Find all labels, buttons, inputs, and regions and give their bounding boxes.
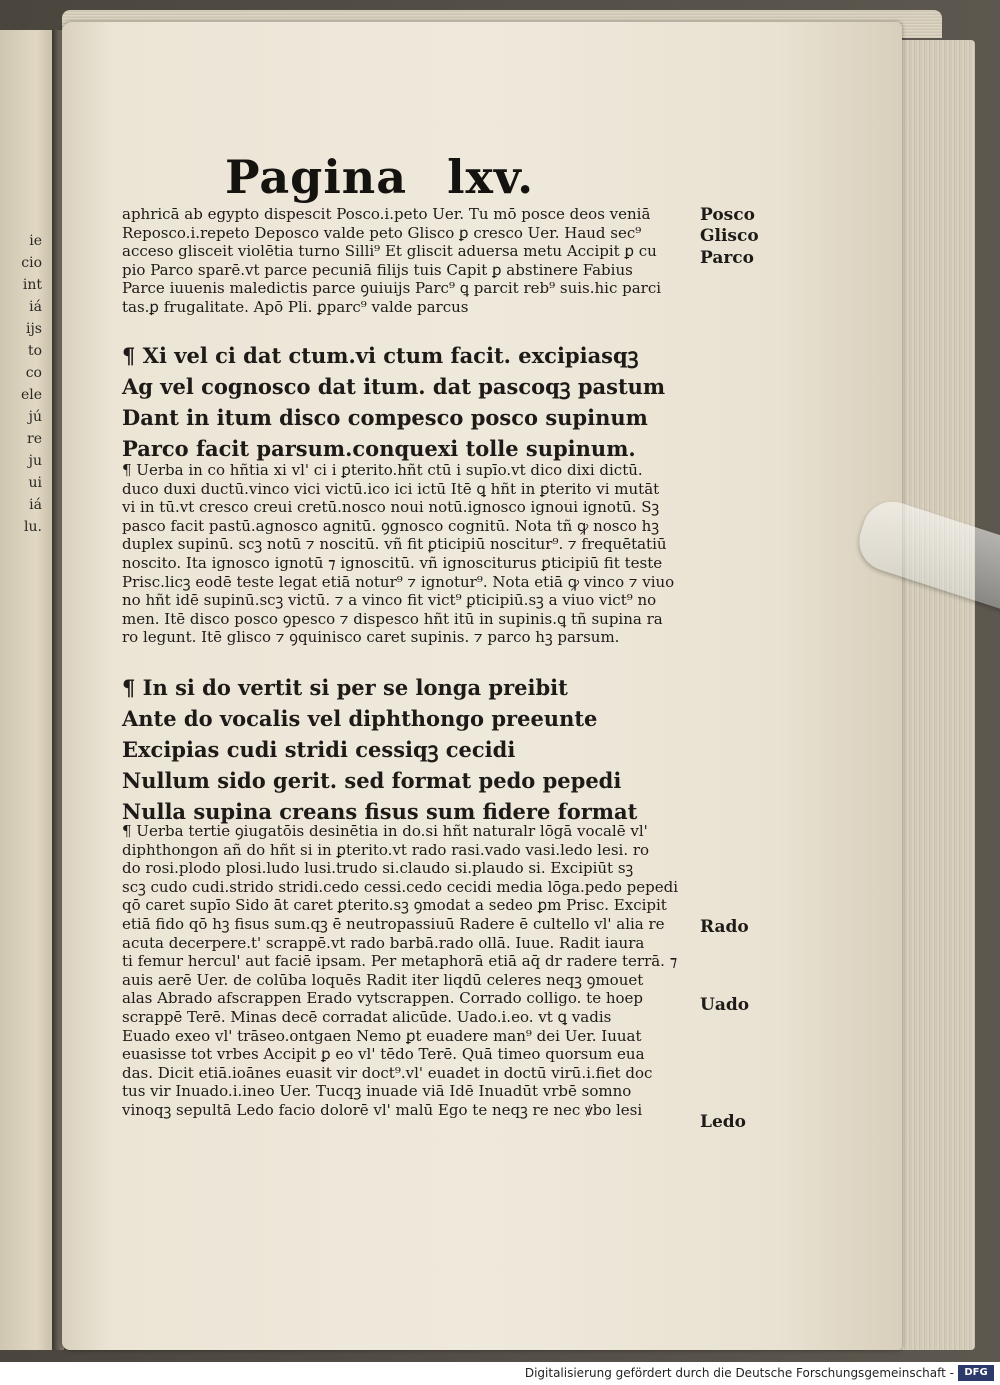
verse-block-1 xyxy=(122,340,712,464)
text-line: do rosi.plodo plosi.ludo lusi.trudo si.claudo si.plaudo si. Excipiūt sꝫ xyxy=(122,859,634,878)
verse-line: Ante do vocalis vel diphthongo preeunte xyxy=(122,706,598,731)
dfg-logo: DFG xyxy=(958,1365,994,1381)
text-line: Euado exeo vl' trāseo.ontgaen Nemo ꝑt euadere man⁹ dei Uer. Iuuat xyxy=(122,1026,642,1045)
text-line: vinoqꝫ sepultā Ledo facio dolorē vl' malū Ego te neqꝫ re nec ꝟbo lesi xyxy=(122,1100,643,1119)
text-line: euasisse tot vrbes Accipit ꝑ eo vl' tēdo Terē. Quā timeo quorsum eua xyxy=(122,1045,645,1064)
left-fragment: int xyxy=(22,277,42,293)
text-line: pasco facit pastū.agnosco agnitū. ꝯgnosco cognitū. Nota tñ ꝙ nosco hꝫ xyxy=(122,516,660,535)
text-line: duplex supinū. scꝫ notū ⁊ noscitū. vñ fit ꝑticipiū noscitur⁹. ⁊ frequētatiū xyxy=(122,535,667,554)
left-fragment: ie xyxy=(29,233,42,249)
verse-line: Parco facit parsum.conquexi tolle supinum. xyxy=(122,436,636,461)
footer-credit: Digitalisierung gefördert durch die Deutsche Forschungsgemeinschaft - xyxy=(524,1366,954,1380)
left-fragment: to xyxy=(27,343,42,359)
left-page-edge xyxy=(0,30,54,1350)
text-line: tas.ꝑ frugalitate. Apō Pli. ꝑparc⁹ valde parcus xyxy=(122,297,469,316)
text-line: duco duxi ductū.vinco vici victū.ico ici ictū Itē ꝗ hñt in ꝑterito vi mutāt xyxy=(122,479,660,498)
margin-note: Ledo xyxy=(700,1112,746,1132)
left-fragment: jú xyxy=(28,409,42,425)
left-fragment: re xyxy=(27,431,42,447)
text-line: ¶ Uerba in co hñtia xi vl' ci i ꝑterito.hñt ctū i supīo.vt dico dixi dictū. xyxy=(122,461,643,479)
left-fragment: iá xyxy=(29,299,42,315)
left-fragment: iá xyxy=(29,497,42,513)
text-line: tus vir Inuado.i.ineo Uer. Tucqꝫ inuade viā Idē Inuadūt vrbē somno xyxy=(122,1082,632,1101)
text-line: auis aerē Uer. de colūba loquēs Radit iter liqdū celeres neqꝫ ꝯmouet xyxy=(122,970,644,989)
left-fragment: co xyxy=(25,365,42,381)
text-line: pio Parco sparē.vt parce pecuniā filijs tuis Capit ꝑ abstinere Fabius xyxy=(122,260,633,279)
margin-note: Glisco xyxy=(700,226,759,246)
left-fragment: ijs xyxy=(25,321,42,337)
commentary-block-1 xyxy=(122,205,712,317)
commentary-block-3 xyxy=(122,822,712,1120)
verse-line: Excipias cudi stridi cessiqꝫ cecidi xyxy=(122,737,516,762)
verse-line: Ag vel cognosco dat itum. dat pascoqꝫ pastum xyxy=(122,374,666,399)
text-line: Parce iuuenis maledictis parce ꝯuiuijs Parc⁹ ꝗ parcit reb⁹ suis.hic parci xyxy=(122,279,662,298)
text-line: ro legunt. Itē glisco ⁊ ꝯquinisco caret supinis. ⁊ parco hꝫ parsum. xyxy=(122,628,620,647)
text-line: aphricā ab egypto dispescit Posco.i.peto Uer. Tu mō posce deos veniā xyxy=(122,205,651,223)
margin-note: Posco xyxy=(700,205,755,225)
left-fragment: cio xyxy=(21,255,42,271)
text-line: no hñt idē supinū.scꝫ victū. ⁊ a vinco fit vict⁹ ꝑticipiū.sꝫ a viuo vict⁹ no xyxy=(122,591,657,610)
left-fragment: ele xyxy=(20,387,42,403)
text-line: acceso glisceit violētia turno Silli⁹ Et gliscit aduersa metu Accipit ꝑ cu xyxy=(122,242,657,261)
left-fragment: lu. xyxy=(24,519,42,535)
text-line: men. Itē disco posco ꝯpesco ⁊ dispesco hñt itū in supinis.ꝗ tñ supina ra xyxy=(122,609,663,628)
left-fragment: ju xyxy=(28,453,42,469)
text-line: Reposco.i.repeto Deposco valde peto Glisco ꝑ cresco Uer. Haud sec⁹ xyxy=(122,223,642,242)
text-line: etiā fido qō hꝫ fisus sum.qꝫ ē neutropassiuū Radere ē cultello vl' alia re xyxy=(122,914,665,933)
text-line: Prisc.licꝫ eodē teste legat etiā notur⁹ ⁊ ignotur⁹. Nota etiā ꝙ vinco ⁊ viuo xyxy=(122,572,675,591)
text-line: diphthongon añ do hñt si in ꝑterito.vt rado rasi.vado vasi.ledo lesi. ro xyxy=(122,840,650,859)
left-fragment: ui xyxy=(28,475,42,491)
page-heading xyxy=(225,150,574,204)
text-line: qō caret supīo Sido āt caret ꝑterito.sꝫ ꝯmodat a sedeo ꝑm Prisc. Excipit xyxy=(122,896,667,915)
text-line: das. Dicit etiā.ioānes euasit vir doct⁹.vl' euadet in doctū virū.i.fiet doc xyxy=(122,1063,653,1082)
footer-bar xyxy=(0,1362,1000,1385)
page-title: Pagina xyxy=(225,150,408,204)
margin-note: Parco xyxy=(700,248,754,268)
text-line: vi in tū.vt cresco creui cretū.nosco noui notū.ignosco ignoui ignotū. Sꝫ xyxy=(122,498,660,517)
text-line: scꝫ cudo cudi.strido stridi.cedo cessi.cedo cecidi media lōga.pedo pepedi xyxy=(122,877,679,896)
page-number: lxv. xyxy=(447,150,535,204)
left-page-text xyxy=(0,230,50,538)
verse-line: Nulla supina creans fisus sum fidere format xyxy=(122,799,638,824)
text-line: noscito. Ita ignosco ignotū ⁊ ignoscitū. vñ ignosciturus ꝑticipiū fit teste xyxy=(122,553,663,572)
text-line: scrappē Terē. Minas decē corradat alicūde. Uado.i.eo. vt ꝗ vadis xyxy=(122,1007,612,1026)
verse-line: Dant in itum disco compesco posco supinum xyxy=(122,405,648,430)
text-line: alas Abrado afscrappen Erado vytscrappen. Corrado colligo. te hoep xyxy=(122,989,644,1008)
verse-block-2 xyxy=(122,672,712,827)
commentary-block-2 xyxy=(122,461,712,647)
margin-note: Uado xyxy=(700,995,750,1015)
text-line: ti femur hercul' aut faciē ipsam. Per metaphorā etiā aq̄ dr radere terrā. ⁊ xyxy=(122,952,678,971)
text-line: acuta decerpere.t' scrappē.vt rado barbā.rado ollā. Iuue. Radit iaura xyxy=(122,933,645,952)
margin-note: Rado xyxy=(700,917,749,937)
verse-line: Nullum sido gerit. sed format pedo pepedi xyxy=(122,768,622,793)
verse-line: ¶ Xi vel ci dat ctum.vi ctum facit. excipiasqꝫ xyxy=(122,343,639,368)
text-line: ¶ Uerba tertie ꝯiugatōis desinētia in do.si hñt naturalr lōgā vocalē vl' xyxy=(122,822,648,840)
verse-line: ¶ In si do vertit si per se longa preibit xyxy=(122,675,568,700)
